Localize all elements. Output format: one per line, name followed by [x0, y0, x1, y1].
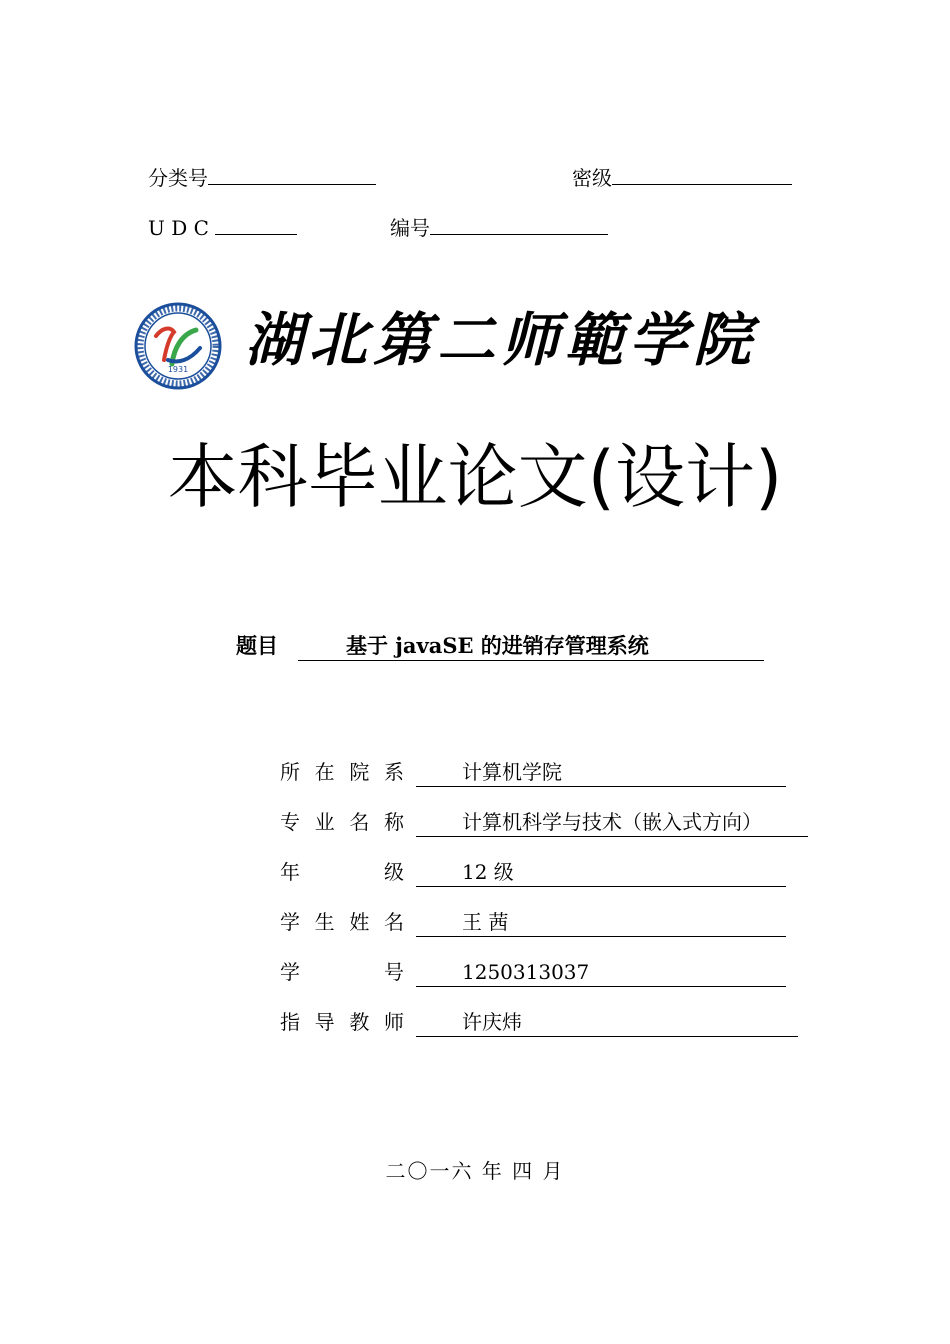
submission-date: 二〇一六 年 四 月	[385, 1159, 565, 1183]
field-row-advisor	[280, 1008, 798, 1037]
field-label: 所 在 院 系	[280, 760, 404, 784]
field-value: 12 级	[416, 858, 786, 887]
university-name: 湖北第二师範学院	[245, 306, 758, 374]
classification-line	[148, 164, 376, 190]
logo-year: 1931	[167, 365, 189, 374]
field-row-student-name	[280, 908, 786, 937]
field-value: 王 茜	[416, 908, 786, 937]
thesis-topic	[236, 632, 764, 661]
secret-level-label: 密级	[572, 166, 612, 190]
number-label: 编号	[390, 216, 430, 240]
field-label: 学 号	[280, 960, 404, 984]
classification-label: 分类号	[148, 166, 208, 190]
document-type-title: 本科毕业论文(设计)	[167, 436, 783, 518]
field-value: 计算机学院	[416, 758, 786, 787]
udc-line	[148, 214, 297, 240]
number-line	[390, 214, 608, 240]
field-label: 年 级	[280, 860, 404, 884]
field-value: 许庆炜	[416, 1008, 798, 1037]
field-row-major	[280, 808, 808, 837]
field-row-department	[280, 758, 786, 787]
field-label: 专 业 名 称	[280, 810, 404, 834]
field-value: 计算机科学与技术（嵌入式方向）	[416, 808, 808, 837]
field-value: 1250313037	[416, 958, 786, 987]
udc-blank	[215, 214, 297, 235]
classification-blank	[208, 164, 376, 185]
topic-value: 基于 javaSE 的进销存管理系统	[298, 632, 764, 661]
field-label: 指 导 教 师	[280, 1010, 404, 1034]
number-blank	[430, 214, 608, 235]
topic-label: 题目	[236, 633, 278, 658]
secret-level-line	[572, 164, 792, 190]
udc-label: U D C	[148, 216, 209, 240]
secret-level-blank	[612, 164, 792, 185]
field-label: 学 生 姓 名	[280, 910, 404, 934]
field-row-grade	[280, 858, 786, 887]
university-seal-icon	[134, 302, 222, 390]
field-row-student-id	[280, 958, 786, 987]
university-logo	[134, 302, 222, 390]
